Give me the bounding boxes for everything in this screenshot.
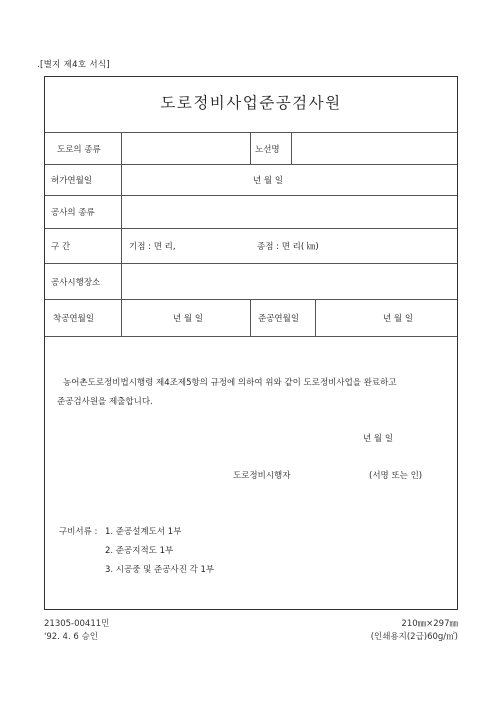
column-divider	[250, 299, 251, 336]
section-start: 기점 : 면 리,	[129, 242, 176, 252]
section-end: 종점 : 면 리( ㎞)	[257, 242, 319, 252]
form-number-label: .[별지 제4호 서식]	[37, 60, 111, 70]
row-divider	[45, 263, 457, 264]
submission-date: 년 월 일	[363, 434, 394, 444]
section-label: 구 간	[51, 242, 71, 252]
paper-size: 210㎜×297㎜	[401, 619, 458, 629]
completion-date-value: 년 월 일	[383, 314, 414, 324]
row-divider	[45, 195, 457, 196]
start-date-label: 착공연월일	[53, 314, 95, 324]
row-divider	[45, 228, 457, 229]
road-type-label: 도로의 종류	[57, 145, 101, 155]
column-divider	[250, 132, 251, 164]
row-divider	[45, 164, 457, 165]
row-divider	[45, 336, 457, 337]
paper-type: (인쇄용지(2급)60g/㎡)	[370, 632, 458, 642]
route-name-label: 노선명	[255, 145, 280, 155]
statement-line-1: 농어촌도로정비법시행령 제4조제5항의 규정에 의하여 위와 같이 도로정비사업을 완료하고	[63, 378, 397, 388]
column-divider	[315, 299, 316, 336]
column-divider	[291, 132, 292, 164]
work-type-label: 공사의 종류	[51, 208, 95, 218]
inspection-application-form	[44, 76, 458, 610]
signature-label: (서명 또는 인)	[369, 471, 423, 481]
permit-date-label: 허가연월일	[51, 176, 93, 186]
attachment-item: 3. 시공중 및 준공사진 각 1부	[105, 565, 215, 575]
attachments-label: 구비서류 :	[59, 527, 98, 537]
row-divider	[45, 132, 457, 133]
permit-date-value: 년 월 일	[253, 176, 284, 186]
attachment-item: 1. 준공설계도서 1부	[105, 527, 182, 537]
applicant-label: 도로정비시행자	[233, 471, 291, 481]
column-divider	[121, 132, 122, 336]
completion-date-label: 준공연월일	[258, 314, 300, 324]
statement-line-2: 준공검사원을 제출합니다.	[57, 397, 153, 407]
form-code: 21305-00411민	[44, 619, 110, 629]
approval-date: '92. 4. 6 승인	[44, 632, 98, 642]
form-title: 도로정비사업준공검사원	[160, 94, 342, 112]
attachment-item: 2. 준공지적도 1부	[105, 546, 174, 556]
location-label: 공사시행장소	[51, 278, 101, 288]
start-date-value: 년 월 일	[173, 314, 204, 324]
row-divider	[45, 299, 457, 300]
